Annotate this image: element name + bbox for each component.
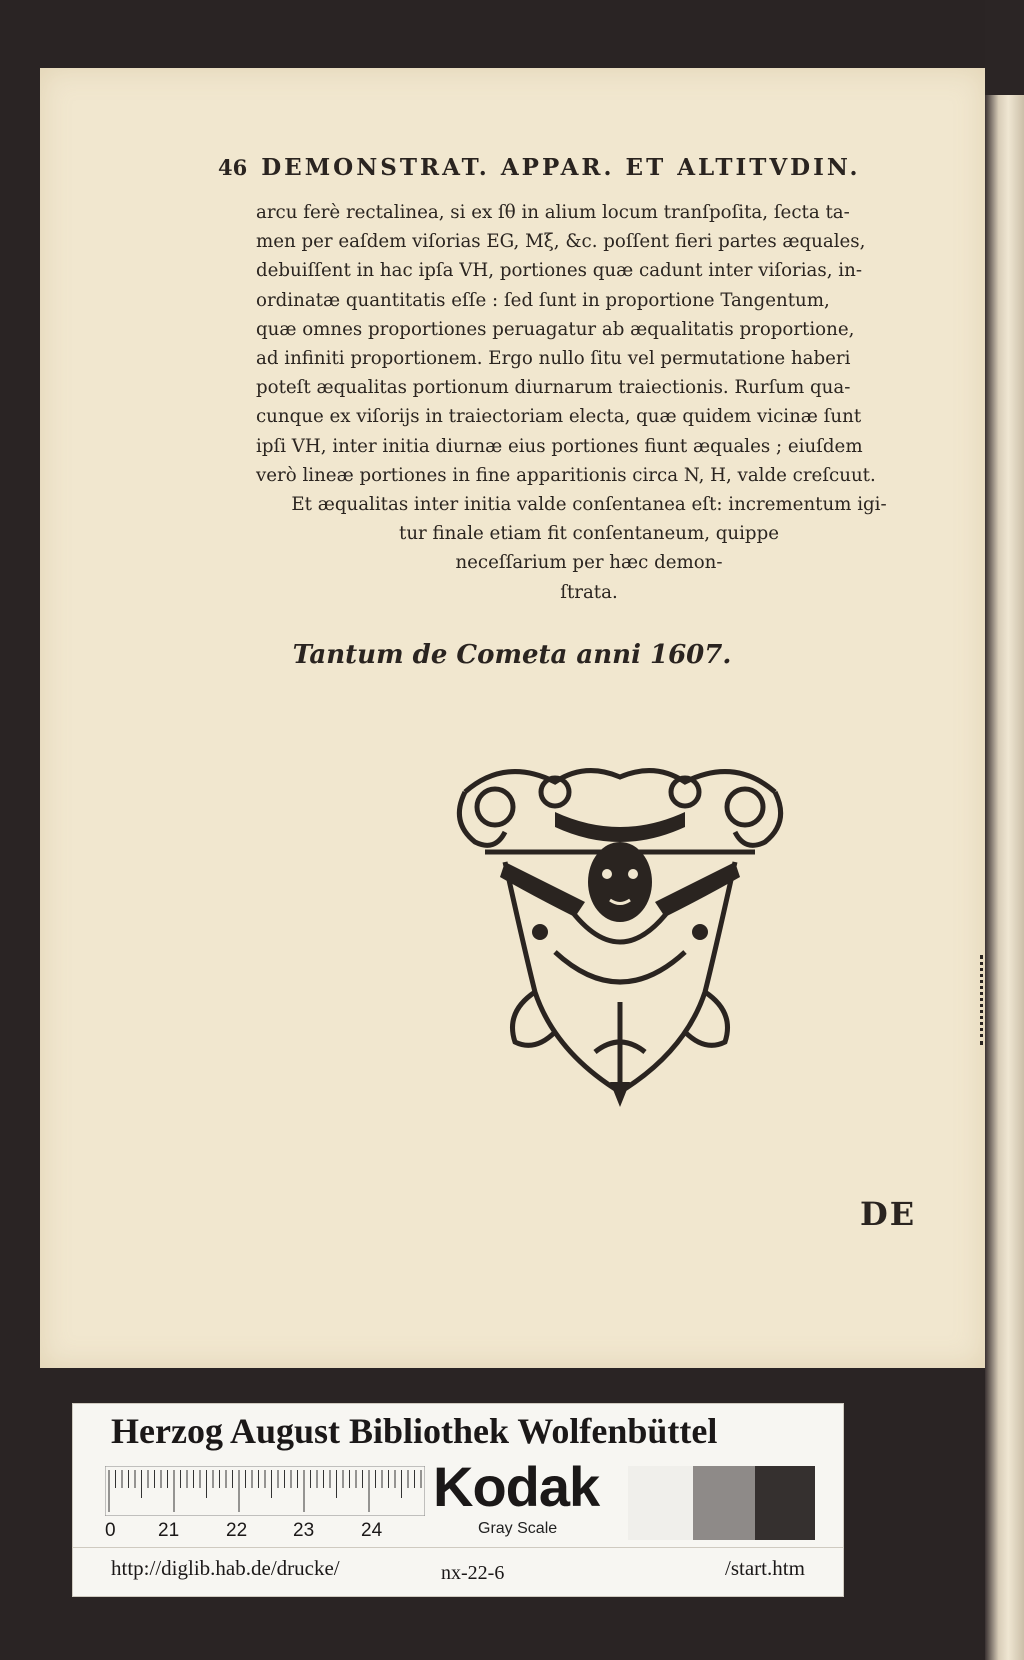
white-swatch (628, 1466, 698, 1540)
ruler-label: 23 (293, 1520, 315, 1541)
url-right: /start.htm (725, 1556, 805, 1580)
woodcut-ornament-icon (445, 752, 795, 1107)
text-line: neceſſarium per hæc demon- (455, 552, 723, 574)
ruler-icon (105, 1466, 425, 1516)
gray-scale-label: Gray Scale (478, 1520, 558, 1537)
url-left: http://diglib.hab.de/drucke/ (111, 1556, 340, 1580)
catchword: DE (860, 1195, 917, 1233)
finis-line: Tantum de Cometa anni 1607. (292, 640, 732, 670)
text-line: poteſt æqualitas portionum diurnarum traiectionis. Rurſum qua- (256, 377, 851, 399)
page-number: 46 (218, 155, 248, 180)
kodak-logo: Kodak (433, 1455, 600, 1518)
margin-mark (980, 955, 986, 1045)
adjacent-page-edge (985, 0, 1024, 1660)
text-line: tur finale etiam fit conſentaneum, quippe (399, 523, 779, 545)
black-swatch (755, 1466, 815, 1540)
gray-swatch (693, 1466, 755, 1540)
ruler-labels (103, 1520, 423, 1542)
text-line: verò lineæ portiones in fine apparitionis circa N, H, valde creſcuut. (256, 464, 876, 486)
text-line: ſtrata. (560, 581, 618, 603)
ruler-label: 24 (361, 1520, 383, 1541)
institution-name: Herzog August Bibliothek Wolfenbüttel (111, 1411, 718, 1451)
ruler-label: 21 (158, 1520, 180, 1541)
ruler-label: 0 (105, 1520, 116, 1541)
color-target-card (72, 1403, 844, 1597)
text-line: debuiſſent in hac ipſa VH, portiones quæ cadunt inter viſorias, in- (256, 260, 862, 282)
text-line: ordinatæ quantitatis eſſe : ſed ſunt in proportione Tangentum, (256, 289, 830, 311)
body-text (256, 198, 922, 607)
running-header (218, 154, 918, 181)
text-line: arcu ferè rectalinea, si ex ſθ in alium locum tranſpoſita, ſecta ta- (256, 202, 850, 223)
background-corner (985, 0, 1024, 95)
call-number: nx-22-6 (441, 1562, 505, 1584)
text-line: men per eaſdem viſorias EG, Mξ, &c. poſſent fieri partes æquales, (256, 231, 866, 253)
text-line: quæ omnes proportiones peruagatur ab æqualitatis proportione, (256, 318, 855, 340)
text-line: ad infiniti proportionem. Ergo nullo ſitu vel permutatione haberi (256, 348, 851, 370)
divider (73, 1547, 843, 1548)
ruler-label: 22 (226, 1520, 248, 1541)
running-title: DEMONSTRAT. APPAR. ET ALTITVDIN. (261, 154, 861, 181)
text-line: cunque ex viſorijs in traiectoriam electa, quæ quidem vicinæ ſunt (256, 406, 862, 428)
text-line: ipſi VH, inter initia diurnæ eius portiones fiunt æquales ; eiuſdem (256, 435, 863, 457)
text-line: Et æqualitas inter initia valde conſentanea eſt: incrementum igi- (291, 494, 887, 516)
